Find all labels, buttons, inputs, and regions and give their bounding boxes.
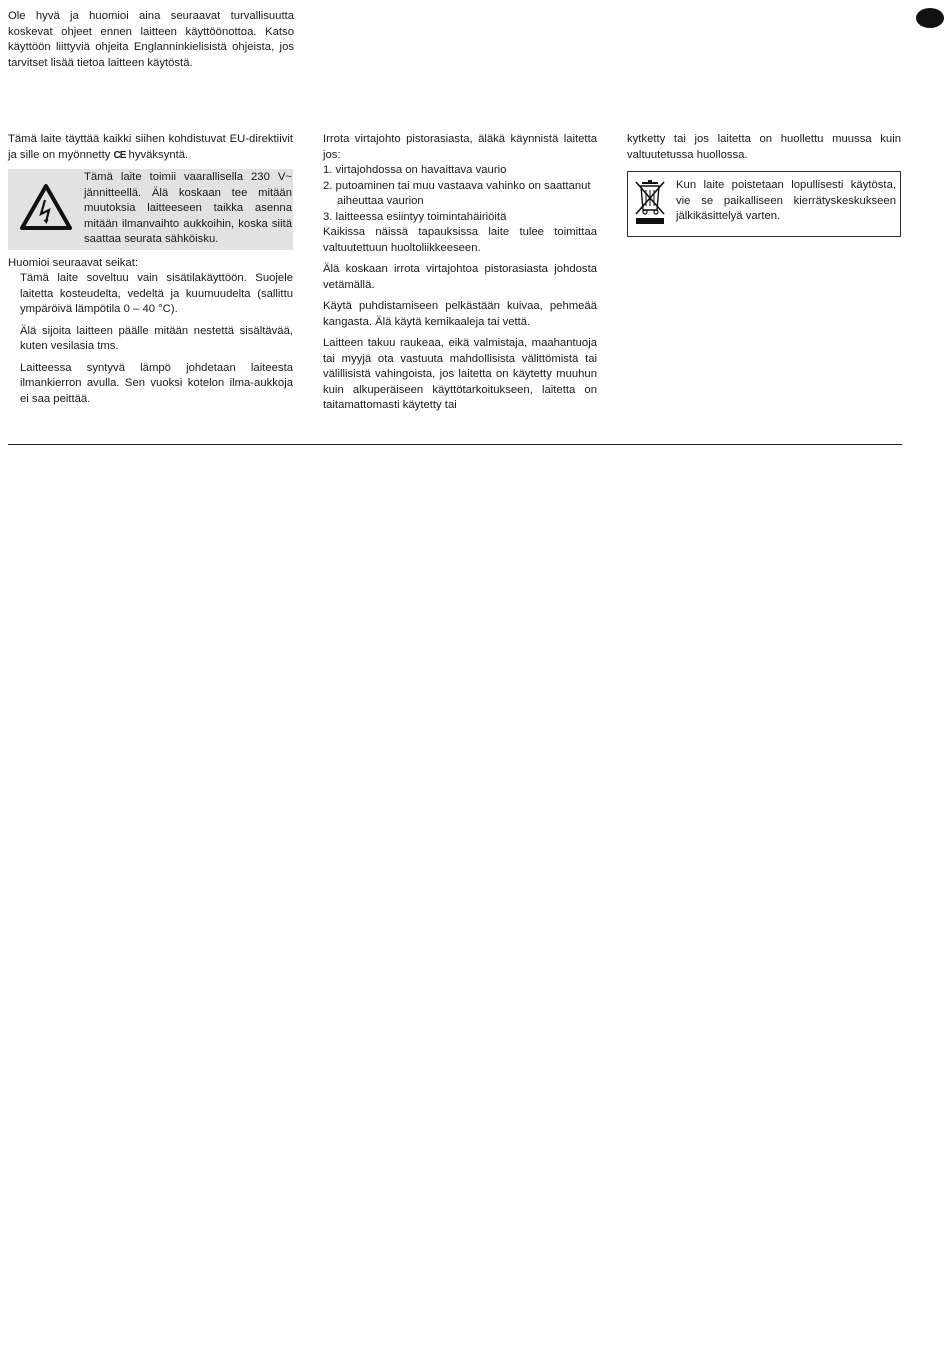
recycling-box [627,171,901,237]
warranty-note: Laitteen takuu raukeaa, eikä valmistaja, maahantuoja tai myyjä ota vastuuta mahdollisista välittömistä tai välillisistä vahingoista, jos laitetta on käytetty muuhun kuin alkuperäiseen käyttötarkoitukseen, laitetta on taitamattomasti käytetty tai [323,337,597,411]
warning-box [8,169,293,250]
ce-mark-icon: CE [113,149,126,161]
list-item: 1. virtajohdossa on havaittava vaurio [323,164,507,176]
notice-item: Laitteessa syntyvä lämpö johdetaan laiteesta ilmankierron avulla. Sen vuoksi kotelon ilma-aukkoja ei saa peittää. [20,361,293,405]
column-2 [323,132,597,414]
eu-conformity-text [8,132,293,163]
column-1 [8,132,293,407]
disconnect-lead: Irrota virtajohto pistorasiasta, äläkä käynnistä laitetta jos: [323,133,597,161]
crossed-out-wheelie-bin-icon [632,178,670,226]
eu-suffix: hyväksyntä. [128,148,189,161]
horizontal-divider [8,444,902,445]
cord-note: Älä koskaan irrota virtajohtoa pistorasiasta johdosta vetämällä. [323,263,597,291]
list-item: 2. putoaminen tai muu vastaava vahinko on saattanut aiheuttaa vaurion [323,179,591,207]
notice-heading: Huomioi seuraavat seikat: [8,256,138,269]
warning-text: Tämä laite toimii vaarallisella 230 V~ jännitteellä. Älä koskaan tee mitään muutoksia laitteeseen taikka asenna mitään ilmanvaihto aukkoihin, koska siitä saattaa seurata sähköisku. [84,171,292,245]
intro-text: Ole hyvä ja huomioi aina seuraavat turvallisuutta koskevat ohjeet ennen laitteen käyttöönottoa. Katso käyttöön liittyviä ohjeita Englanninkielisistä ohjeista, jos tarvitset lisää tietoa laitteen käytöstä. [8,10,294,69]
eu-text: Tämä laite täyttää kaikki siihen kohdistuvat EU-direktiivit ja sille on myönnetty [8,133,293,161]
language-dot-icon [916,8,944,28]
cleaning-note: Käytä puhdistamiseen pelkästään kuivaa, pehmeää kangasta. Älä käytä kemikaaleja tai vettä. [323,300,597,328]
recycling-text: Kun laite poistetaan lopullisesti käytösta, vie se paikalliseen kierrätyskeskukseen jälkikäsittelyä varten. [676,179,896,222]
notice-item: Tämä laite soveltuu vain sisätilakäyttöön. Suojele laitetta kosteudelta, vedeltä ja kuumuudelta (sallittu ympäröivä lämpötila 0 – 40 °C). [20,272,293,315]
service-note: Kaikissa näissä tapauksissa laite tulee toimittaa valtuutettuun huoltoliikkeeseen. [323,226,597,254]
high-voltage-warning-icon [8,170,84,244]
column-3 [627,132,901,237]
list-item: 3. laitteessa esiintyy toimintahäiriöitä [323,210,507,223]
warranty-continuation: kytketty tai jos laitetta on huollettu muussa kuin valtuutetussa huollossa. [627,133,901,161]
notice-item: Älä sijoita laitteen päälle mitään nestettä sisältävää, kuten vesilasia tms. [20,324,293,352]
